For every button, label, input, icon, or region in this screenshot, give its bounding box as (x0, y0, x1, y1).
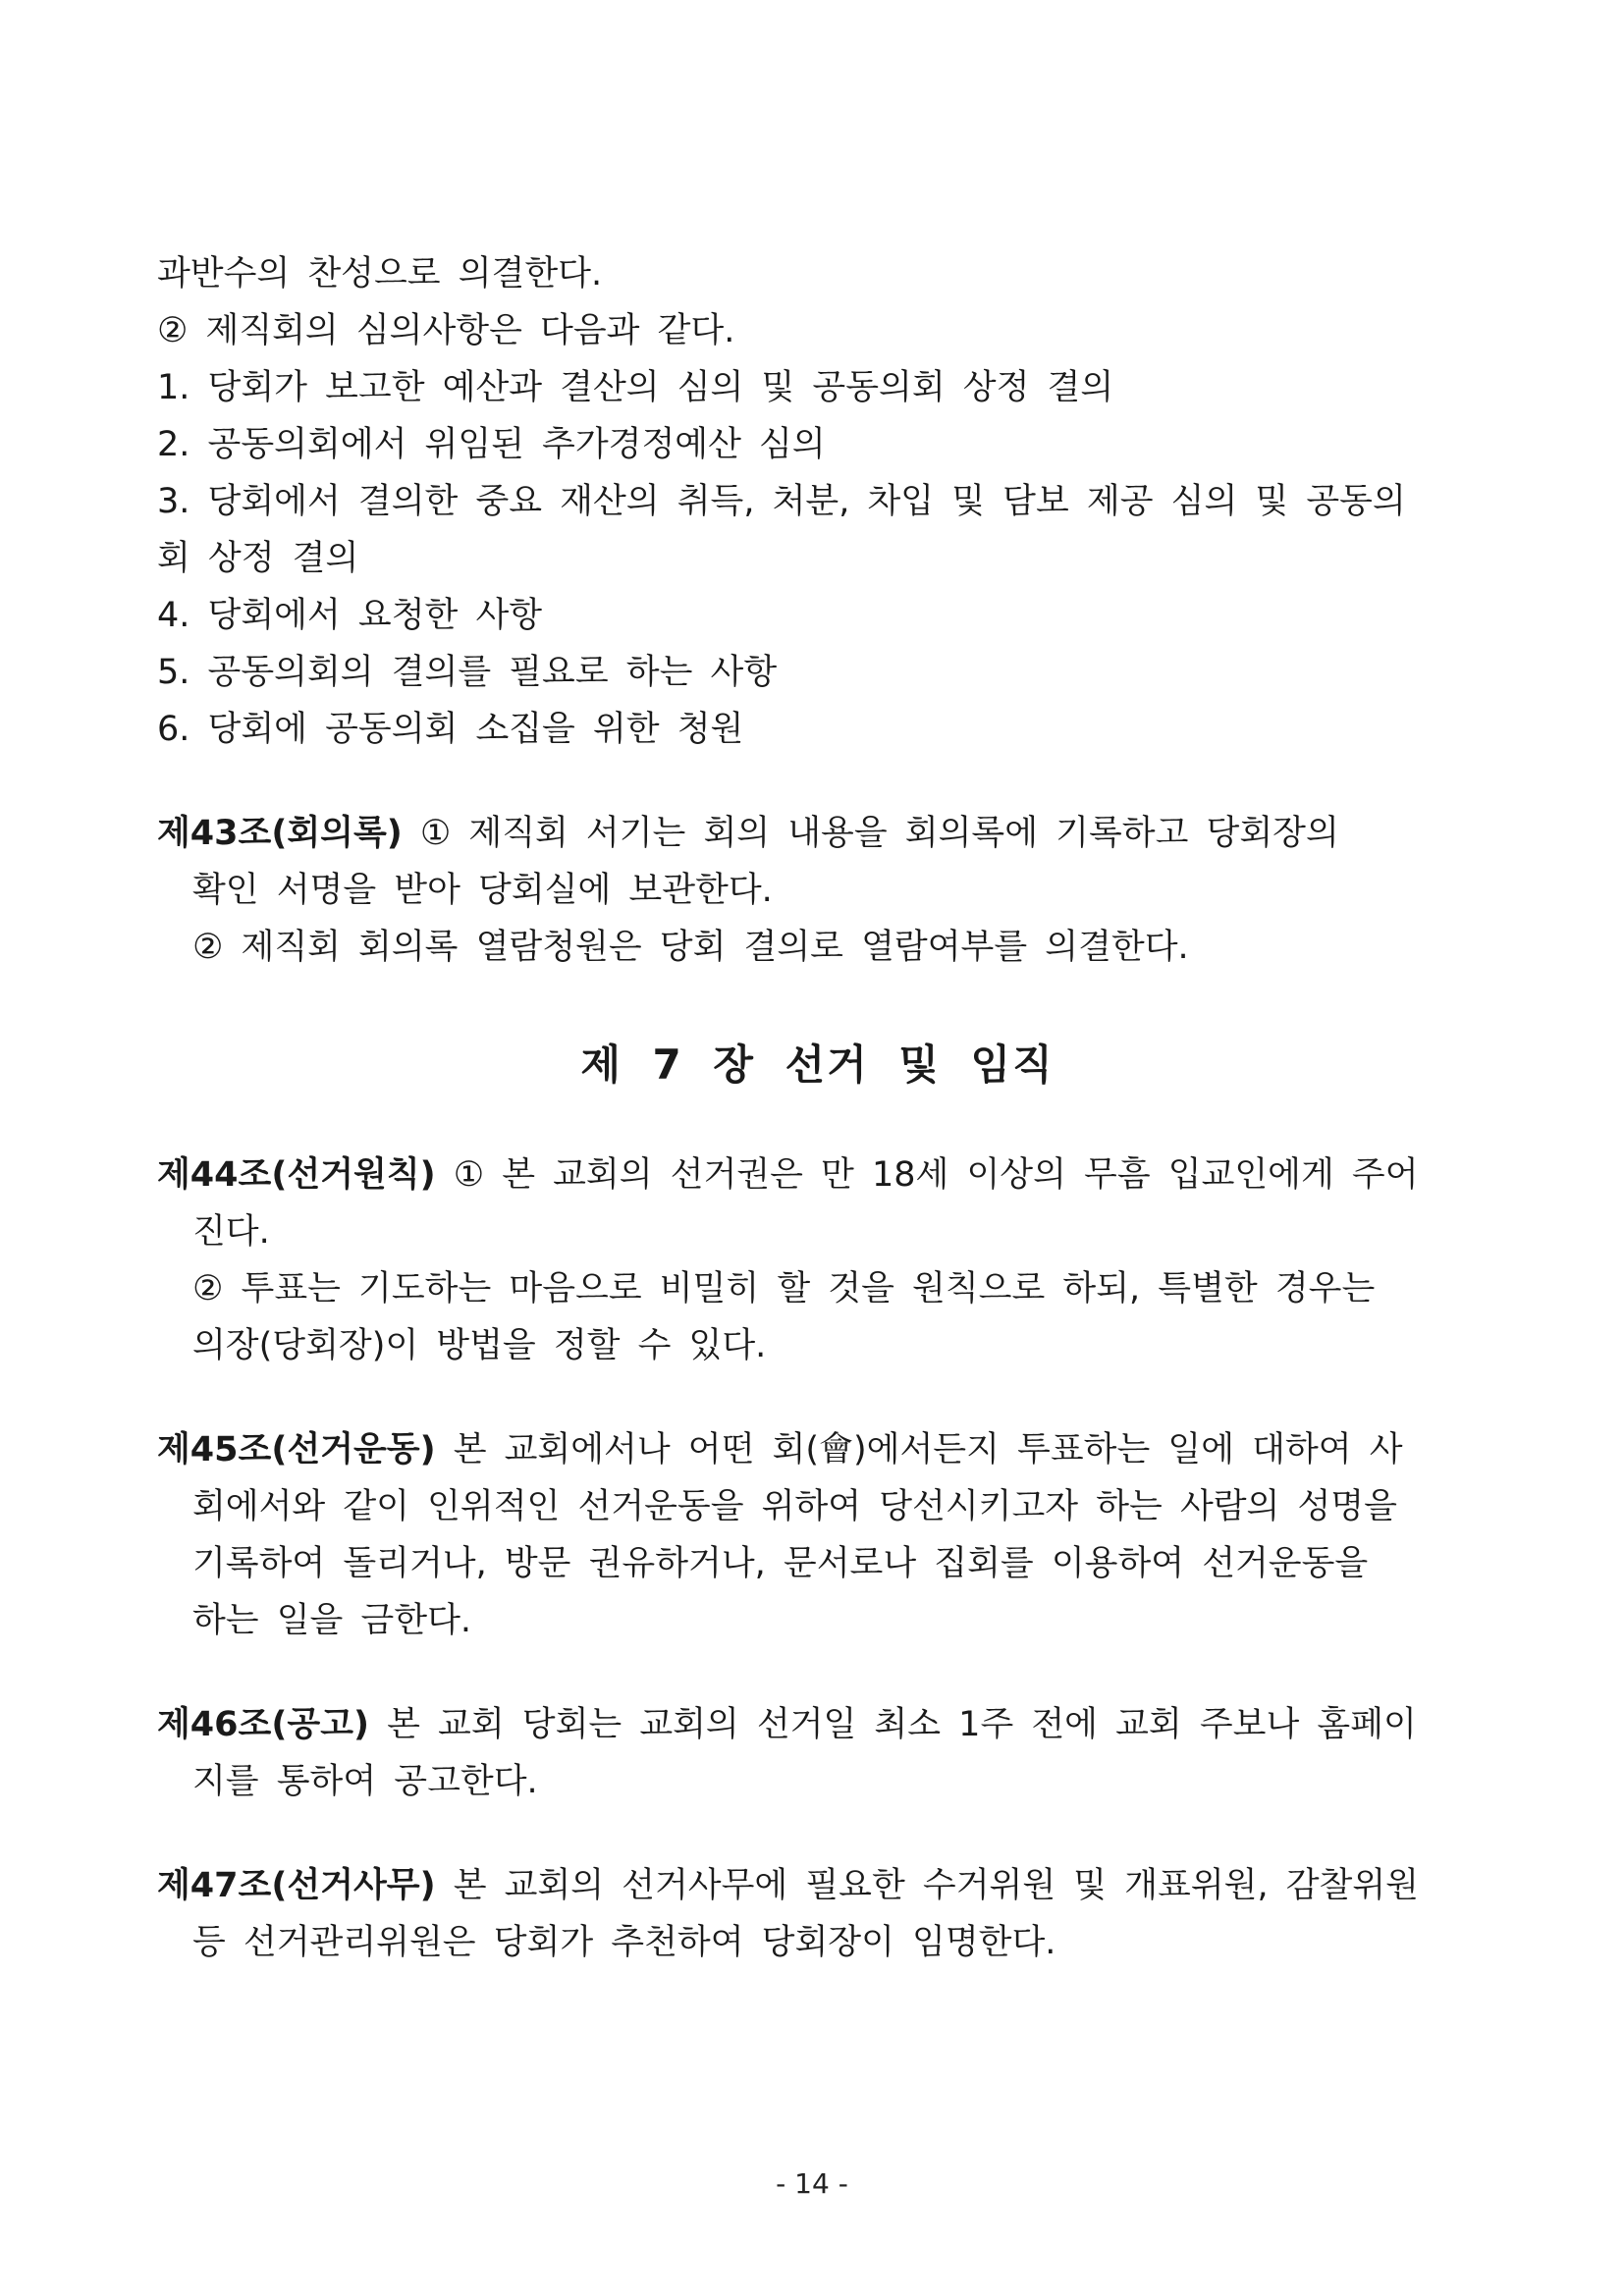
article-43-line-2: 확인 서명을 받아 당회실에 보관한다. (192, 871, 773, 910)
list-item-1: 1. 당회가 보고한 예산과 결산의 심의 및 공동의회 상정 결의 (157, 368, 1114, 407)
article-46 (157, 1696, 1478, 1810)
article-45 (157, 1421, 1478, 1649)
article-43-label: 제43조(회의록) (157, 814, 403, 853)
chapter-7-heading: 제 7 장 선거 및 임직 (580, 1041, 1055, 1089)
article-47 (157, 1857, 1478, 1971)
article-43-text-1: ① 제직회 서기는 회의 내용을 회의록에 기록하고 당회장의 (402, 814, 1339, 853)
article-43 (157, 805, 1478, 976)
article-47-line-2: 등 선거관리위원은 당회가 추천하여 당회장이 임명한다. (192, 1923, 1056, 1962)
article-42-continuation (157, 245, 1478, 758)
list-item-5: 5. 공동의회의 결의를 필요로 하는 사항 (157, 653, 778, 692)
article-44-line-2: 진다. (192, 1212, 270, 1252)
article-43-line-1 (157, 805, 1478, 862)
article-47-label: 제47조(선거사무) (157, 1866, 436, 1905)
list-item-3-line-1: 3. 당회에서 결의한 중요 재산의 취득, 처분, 차입 및 담보 제공 심의 및 공동의 (157, 482, 1406, 521)
article-44-line-4: 의장(당회장)이 방법을 정할 수 있다. (192, 1326, 767, 1365)
clause-2: ② 제직회의 심의사항은 다음과 같다. (157, 311, 735, 350)
list-item-6: 6. 당회에 공동의회 소집을 위한 청원 (157, 710, 744, 749)
article-45-line-2: 회에서와 같이 인위적인 선거운동을 위하여 당선시키고자 하는 사람의 성명을 (192, 1487, 1397, 1526)
list-item-4: 4. 당회에서 요청한 사항 (157, 596, 543, 635)
page-number: - 14 - (776, 2167, 848, 2200)
article-44-text-1: ① 본 교회의 선거권은 만 18세 이상의 무흠 입교인에게 주어 (435, 1155, 1419, 1195)
article-45-text-1: 본 교회에서나 어떤 회(會)에서든지 투표하는 일에 대하여 사 (435, 1430, 1403, 1469)
list-item-2: 2. 공동의회에서 위임된 추가경정예산 심의 (157, 425, 826, 464)
list-item-3-line-2: 회 상정 결의 (157, 539, 359, 578)
article-44 (157, 1147, 1478, 1374)
article-45-line-3: 기록하여 돌리거나, 방문 권유하거나, 문서로나 집회를 이용하여 선거운동을 (192, 1544, 1369, 1583)
article-45-line-4: 하는 일을 금한다. (192, 1601, 472, 1640)
article-46-line-2: 지를 통하여 공고한다. (192, 1762, 538, 1801)
document-body (157, 245, 1478, 1971)
article-44-line-3: ② 투표는 기도하는 마음으로 비밀히 할 것을 원칙으로 하되, 특별한 경우는 (192, 1269, 1376, 1308)
article-43-line-3: ② 제직회 회의록 열람청원은 당회 결의로 열람여부를 의결한다. (192, 928, 1189, 967)
continuation-text: 과반수의 찬성으로 의결한다. (157, 254, 603, 294)
article-46-label: 제46조(공고) (157, 1705, 369, 1744)
article-47-text-1: 본 교회의 선거사무에 필요한 수거위원 및 개표위원, 감찰위원 (435, 1866, 1419, 1905)
article-46-text-1: 본 교회 당회는 교회의 선거일 최소 1주 전에 교회 주보나 홈페이 (368, 1705, 1417, 1744)
article-44-line-1 (157, 1147, 1478, 1203)
article-45-line-1 (157, 1421, 1478, 1478)
article-45-label: 제45조(선거운동) (157, 1430, 436, 1469)
article-44-label: 제44조(선거원칙) (157, 1155, 436, 1195)
article-47-line-1 (157, 1857, 1478, 1914)
article-46-line-1 (157, 1696, 1478, 1753)
